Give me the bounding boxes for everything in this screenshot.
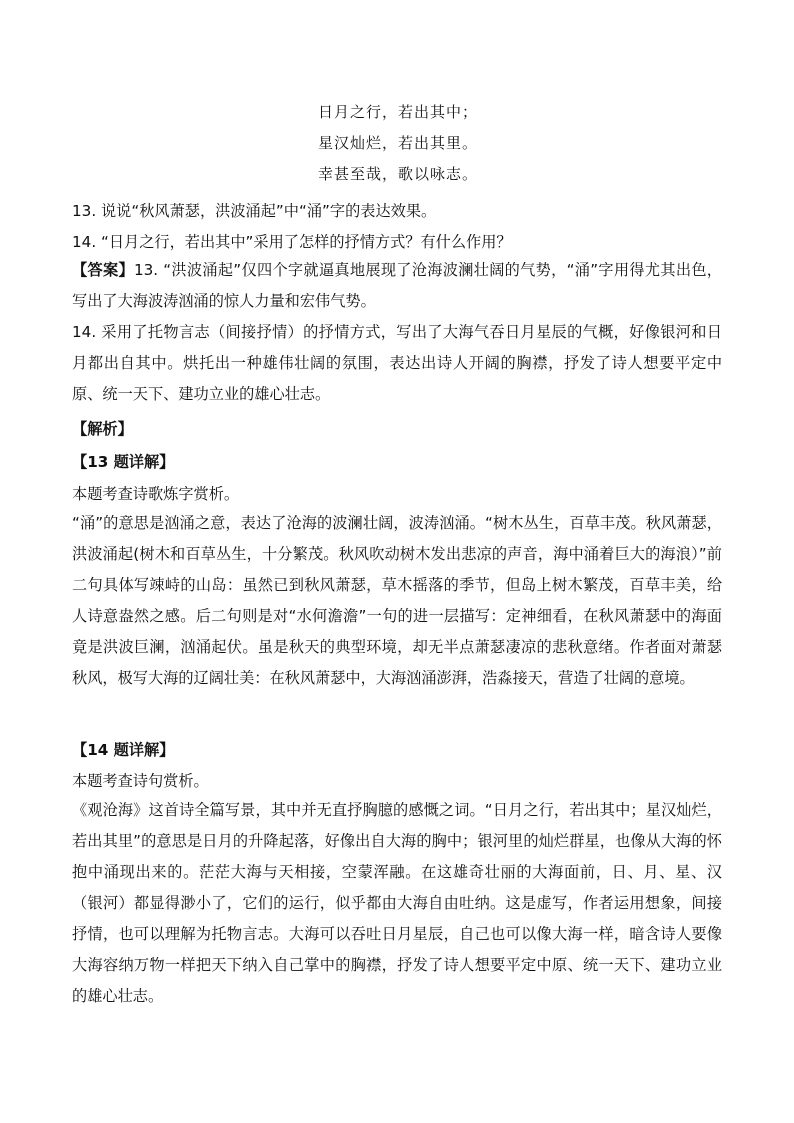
poem-line-2: 星汉灿烂，若出其里。 (317, 134, 478, 152)
detail-14-intro: 本题考查诗句赏析。 (72, 772, 209, 790)
answer-label: 【答案】 (72, 261, 134, 279)
detail-13-intro: 本题考查诗歌炼字赏析。 (72, 485, 240, 503)
answer-14-paragraph: 14. 采用了托物言志（间接抒情）的抒情方式，写出了大海气吞日月星辰的气概，好像银河和日月都出自其中。烘托出一种雄伟壮阔的氛围，表达出诗人开阔的胸襟，抒发了诗人想要平定中原、统一天下、建功立业的雄心壮志。 (72, 323, 722, 403)
poem-line-1: 日月之行，若出其中； (317, 103, 478, 121)
question-13: 13. 说说“秋风萧瑟，洪波涌起”中“涌”字的表达效果。 (72, 202, 437, 220)
detail-14-body: 《观沧海》这首诗全篇写景，其中并无直抒胸臆的感慨之词。“日月之行，若出其中；星汉灿烂，若出其里”的意思是日月的升降起落，好像出自大海的胸中；银河里的灿烂群星，也像从大海的怀抱中涌现出来的。茫茫大海与天相接，空蒙浑融。在这雄奇壮丽的大海面前，日、月、星、汉（银河）都显得渺小了，它们的运行，似乎都由大海自由吐纳。这是虚写，作者运用想象，间接抒情，也可以理解为托物言志。大海可以吞吐日月星辰，自己也可以像大海一样，暗含诗人要像大海容纳万物一样把天下纳入自己掌中的胸襟，抒发了诗人想要平定中原、统一天下、建功立业的雄心壮志。 (72, 801, 722, 1005)
detail-14-label: 【14 题详解】 (72, 741, 175, 759)
poem-line-3: 幸甚至哉，歌以咏志。 (317, 165, 478, 183)
detail-13-label: 【13 题详解】 (72, 453, 175, 471)
answer-13-paragraph (72, 255, 722, 317)
answer-13-text: 13. “洪波涌起”仅四个字就逼真地展现了沧海波澜壮阔的气势，“涌”字用得尤其出色，写出了大海波涛汹涌的惊人力量和宏伟气势。 (72, 261, 722, 310)
question-14: 14. “日月之行，若出其中”采用了怎样的抒情方式？有什么作用？ (72, 233, 512, 251)
detail-13-body: “涌”的意思是汹涌之意，表达了沧海的波澜壮阔，波涛汹涌。“树木丛生，百草丰茂。秋风萧瑟，洪波涌起(树木和百草丛生，十分繁茂。秋风吹动树木发出悲凉的声音，海中涌着巨大的海浪）”前二句具体写竦峙的山岛：虽然已到秋风萧瑟，草木摇落的季节，但岛上树木繁茂，百草丰美，给人诗意盎然之感。后二句则是对“水何澹澹”一句的进一层描写：定神细看，在秋风萧瑟中的海面竟是洪波巨澜，汹涌起伏。虽是秋天的典型环境，却无半点萧瑟凄凉的悲秋意绪。作者面对萧瑟秋风，极写大海的辽阔壮美：在秋风萧瑟中，大海汹涌澎湃，浩淼接天，营造了壮阔的意境。 (72, 514, 722, 687)
analysis-label: 【解析】 (72, 420, 133, 438)
